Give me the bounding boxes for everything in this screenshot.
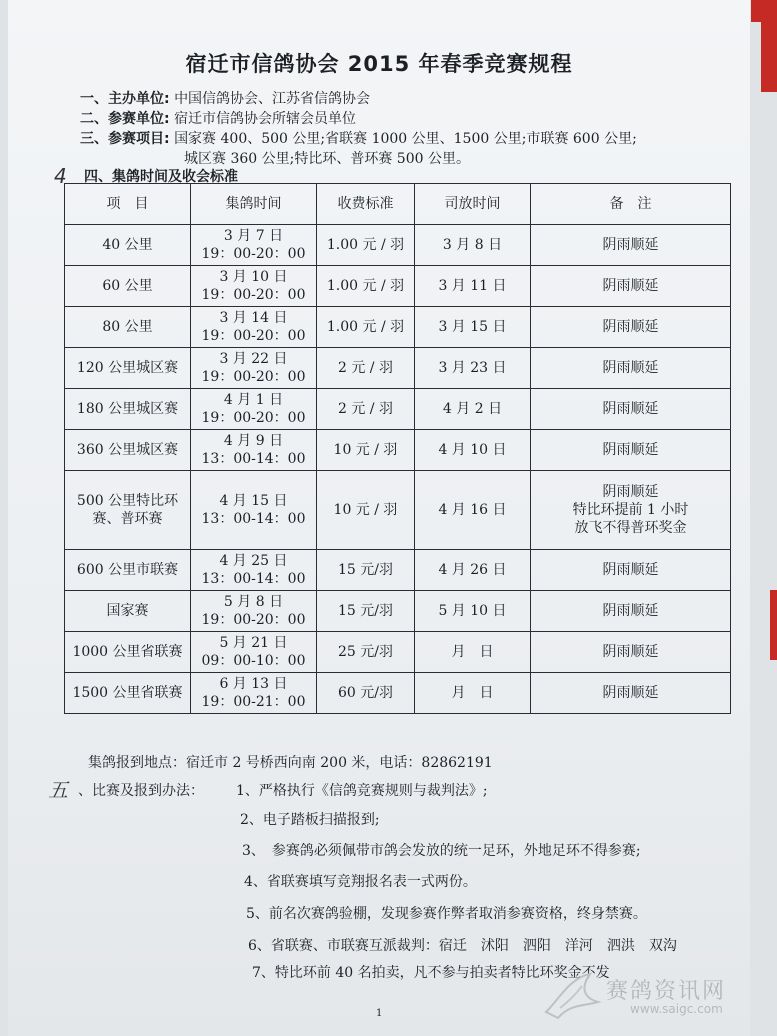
cell-release: 4 月 10 日: [415, 430, 531, 471]
cell-gather: [191, 632, 317, 673]
table-row: [65, 430, 731, 471]
section-3: [80, 128, 637, 148]
table-row: [65, 471, 731, 550]
red-stamp-fragment-bottom: [770, 590, 777, 660]
gather-time: 19：00-21：00: [201, 694, 306, 710]
gather-time: 19：00-20：00: [201, 246, 306, 262]
table-row: [65, 389, 731, 430]
cell-fee: 15 元/羽: [317, 550, 415, 591]
section-1-text: 中国信鸽协会、江苏省信鸽协会: [174, 91, 371, 107]
gather-date: 3 月 14 日: [219, 310, 288, 326]
red-stamp-fragment-top: [751, 0, 777, 22]
section-4-label: 四、集鸽时间及收会标准: [84, 169, 238, 185]
cell-gather: [191, 266, 317, 307]
cell-item: 国家赛: [65, 591, 191, 632]
cell-fee: 1.00 元 / 羽: [317, 225, 415, 266]
cell-item: 120 公里城区赛: [65, 348, 191, 389]
cell-note: 阴雨顺延: [531, 266, 731, 307]
gather-date: 4 月 25 日: [219, 553, 288, 569]
cell-fee: 10 元 / 羽: [317, 430, 415, 471]
gather-date: 4 月 15 日: [219, 493, 288, 509]
section-2-text: 宿迁市信鸽协会所辖会员单位: [174, 111, 357, 127]
table-header-row: [65, 184, 731, 225]
cell-fee: 2 元 / 羽: [317, 348, 415, 389]
cell-item: 80 公里: [65, 307, 191, 348]
cell-note: 阴雨顺延: [531, 348, 731, 389]
table-row: [65, 591, 731, 632]
table-row: [65, 550, 731, 591]
cell-release: 月 日: [415, 632, 531, 673]
cell-release: 4 月 16 日: [415, 471, 531, 550]
cell-release: 4 月 2 日: [415, 389, 531, 430]
cell-fee: 1.00 元 / 羽: [317, 307, 415, 348]
cell-fee: 2 元 / 羽: [317, 389, 415, 430]
cell-note: [531, 471, 731, 550]
gather-date: 4 月 9 日: [223, 433, 284, 449]
col-header-release-time: 司放时间: [415, 184, 531, 225]
section-3-text: 国家赛 400、500 公里;省联赛 1000 公里、1500 公里;市联赛 600 公里;: [174, 131, 637, 147]
section-3-continued: 城区赛 360 公里;特比环、普环赛 500 公里。: [184, 151, 470, 167]
gather-date: 5 月 21 日: [219, 635, 288, 651]
cell-release: 3 月 8 日: [415, 225, 531, 266]
cell-note: 阴雨顺延: [531, 673, 731, 714]
title: 宿迁市信鸽协会 2015 年春季竞赛规程: [185, 52, 573, 76]
cell-note: 阴雨顺延: [531, 430, 731, 471]
note-line-2: 特比环提前 1 小时: [572, 502, 689, 518]
section-2-label: 二、参赛单位:: [80, 111, 170, 127]
gather-time: 19：00-20：00: [201, 612, 306, 628]
page-number: 1: [376, 1008, 383, 1019]
section-3-label: 三、参赛项目:: [80, 131, 170, 147]
gather-date: 5 月 8 日: [223, 594, 284, 610]
col-header-fee: 收费标准: [317, 184, 415, 225]
cell-item: 40 公里: [65, 225, 191, 266]
red-stamp-fragment-middle: [761, 22, 777, 92]
gather-time: 19：00-20：00: [201, 410, 306, 426]
cell-item: 1500 公里省联赛: [65, 673, 191, 714]
gather-date: 6 月 13 日: [219, 676, 288, 692]
procedure-item: 6、省联赛、市联赛互派裁判：宿迁 沭阳 泗阳 洋河 泗洪 双沟: [248, 938, 677, 954]
handwritten-number-5: 五: [48, 778, 68, 802]
schedule-table: [64, 183, 731, 714]
section-1: [80, 88, 370, 108]
watermark-url: www.saigc.com: [630, 1002, 723, 1016]
gather-time: 19：00-20：00: [201, 369, 306, 385]
gather-time: 13：00-14：00: [201, 511, 306, 527]
gather-time: 09：00-10：00: [201, 653, 306, 669]
cell-note: 阴雨顺延: [531, 591, 731, 632]
cell-gather: [191, 550, 317, 591]
handwritten-number-4: 4: [54, 164, 67, 188]
cell-note: 阴雨顺延: [531, 307, 731, 348]
cell-gather: [191, 225, 317, 266]
note-line-3: 放飞不得普环奖金: [574, 520, 687, 536]
gather-time: 19：00-20：00: [201, 328, 306, 344]
procedure-item: 3、 参赛鸽必须佩带市鸽会发放的统一足环，外地足环不得参赛;: [242, 843, 641, 859]
procedure-item: 4、省联赛填写竞翔报名表一式两份。: [244, 874, 477, 890]
cell-note: 阴雨顺延: [531, 389, 731, 430]
cell-gather: [191, 307, 317, 348]
section-5-label: 、比赛及报到办法：: [78, 783, 204, 799]
cell-fee: 1.00 元 / 羽: [317, 266, 415, 307]
cell-fee: 10 元 / 羽: [317, 471, 415, 550]
cell-release: 4 月 26 日: [415, 550, 531, 591]
site-watermark: [540, 968, 740, 1026]
gather-time: 19：00-20：00: [201, 287, 306, 303]
table-row: [65, 266, 731, 307]
cell-release: 3 月 11 日: [415, 266, 531, 307]
table-row: [65, 632, 731, 673]
cell-release: 月 日: [415, 673, 531, 714]
table-row: [65, 307, 731, 348]
item-line-1: 500 公里特比环: [76, 493, 179, 509]
watermark-name: 赛鸽资讯网: [606, 979, 727, 1004]
section-2: [80, 108, 356, 128]
gather-date: 3 月 22 日: [219, 351, 288, 367]
gather-date: 3 月 7 日: [223, 228, 284, 244]
col-header-item: 项 目: [65, 184, 191, 225]
cell-item: 60 公里: [65, 266, 191, 307]
cell-fee: 15 元/羽: [317, 591, 415, 632]
procedure-item: 1、严格执行《信鸽竞赛规则与裁判法》;: [236, 783, 488, 799]
table-row: [65, 225, 731, 266]
cell-item: 180 公里城区赛: [65, 389, 191, 430]
cell-item: [65, 471, 191, 550]
cell-item: 600 公里市联赛: [65, 550, 191, 591]
cell-release: 3 月 15 日: [415, 307, 531, 348]
gather-time: 13：00-14：00: [201, 451, 306, 467]
col-header-notes: 备 注: [531, 184, 731, 225]
procedure-item: 7、特比环前 40 名拍卖，凡不参与拍卖者特比环奖金不发: [252, 965, 610, 981]
procedure-item: 5、前名次赛鸽验棚，发现参赛作弊者取消参赛资格，终身禁赛。: [246, 906, 647, 922]
cell-fee: 25 元/羽: [317, 632, 415, 673]
cell-item: 360 公里城区赛: [65, 430, 191, 471]
cell-release: 5 月 10 日: [415, 591, 531, 632]
section-1-label: 一、主办单位:: [80, 91, 170, 107]
cell-gather: [191, 430, 317, 471]
note-line-1: 阴雨顺延: [602, 484, 659, 500]
gather-time: 13：00-14：00: [201, 571, 306, 587]
cell-gather: [191, 673, 317, 714]
cell-note: 阴雨顺延: [531, 632, 731, 673]
cell-gather: [191, 471, 317, 550]
table-row: [65, 348, 731, 389]
pigeon-logo-icon: [540, 968, 604, 1026]
gather-date: 4 月 1 日: [223, 392, 284, 408]
gather-date: 3 月 10 日: [219, 269, 288, 285]
cell-fee: 60 元/羽: [317, 673, 415, 714]
cell-release: 3 月 23 日: [415, 348, 531, 389]
document-page: [8, 0, 750, 1036]
table-row: [65, 673, 731, 714]
cell-gather: [191, 591, 317, 632]
col-header-gather-time: 集鸽时间: [191, 184, 317, 225]
item-line-2: 赛、普环赛: [92, 511, 163, 527]
cell-gather: [191, 348, 317, 389]
cell-item: 1000 公里省联赛: [65, 632, 191, 673]
procedure-item: 2、电子踏板扫描报到;: [240, 812, 380, 828]
cell-note: 阴雨顺延: [531, 550, 731, 591]
cell-note: 阴雨顺延: [531, 225, 731, 266]
gathering-location: 集鸽报到地点：宿迁市 2 号桥西向南 200 米，电话：82862191: [88, 755, 493, 771]
cell-gather: [191, 389, 317, 430]
